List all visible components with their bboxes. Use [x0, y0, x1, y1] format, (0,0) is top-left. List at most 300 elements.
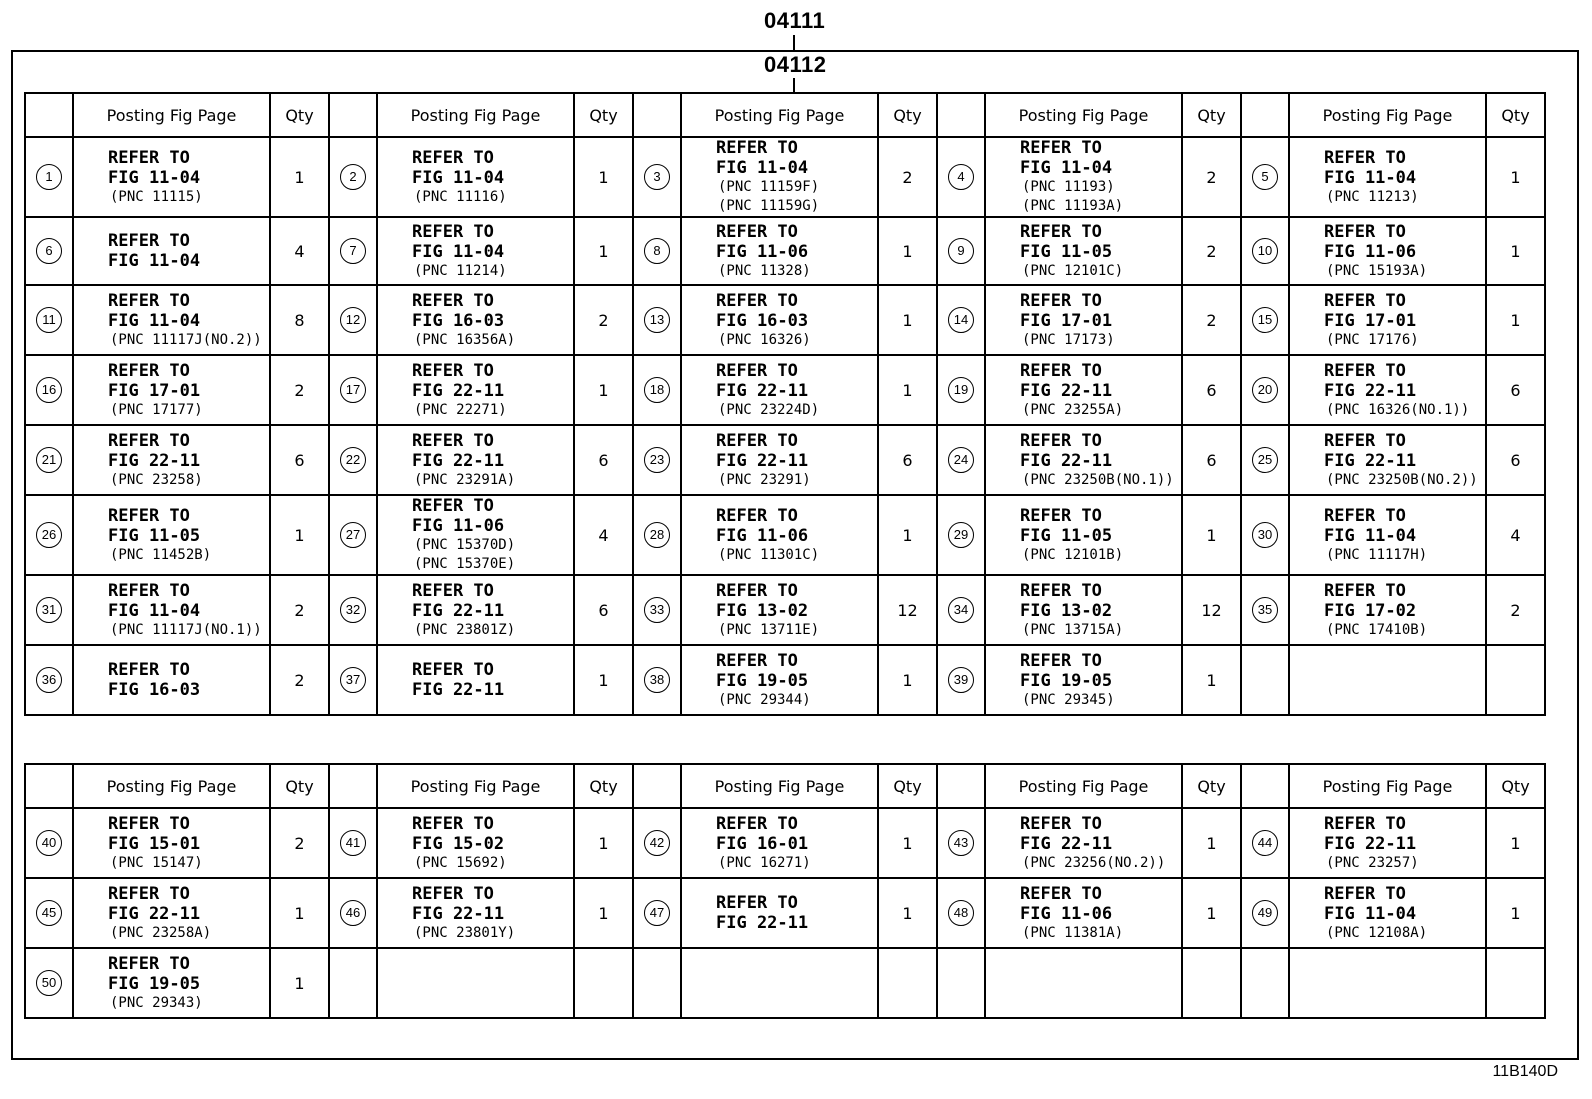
- assembly-code-inner: 04112: [764, 52, 827, 77]
- reference-cell: [681, 217, 878, 285]
- callout-cell: [329, 878, 377, 948]
- pnc-text: (PNC 11328): [718, 262, 811, 279]
- header-qty: Qty: [1486, 764, 1545, 808]
- qty-cell: 2: [1486, 575, 1545, 645]
- qty-cell: [1182, 948, 1241, 1018]
- callout-cell: [937, 575, 985, 645]
- pnc-text: (PNC 23801Y): [414, 924, 516, 941]
- callout-number-icon: 13: [644, 307, 670, 333]
- pnc-text: (PNC 16326): [718, 331, 811, 348]
- callout-cell: [633, 217, 681, 285]
- callout-number-icon: 24: [948, 447, 974, 473]
- qty-cell: 1: [574, 137, 633, 217]
- pnc-text: (PNC 11213): [1326, 188, 1419, 205]
- pnc-text: (PNC 23291A): [414, 471, 516, 488]
- table-row: [25, 137, 1545, 217]
- fig-number-text: FIG 22-11: [716, 913, 809, 933]
- qty-cell: 1: [270, 495, 329, 575]
- refer-to-text: REFER TO: [1324, 580, 1406, 601]
- reference-cell: [1289, 217, 1486, 285]
- refer-to-text: REFER TO: [108, 953, 190, 974]
- callout-cell: [25, 645, 73, 715]
- callout-number-icon: 35: [1252, 597, 1278, 623]
- refer-to-text: REFER TO: [716, 813, 798, 834]
- reference-cell: [377, 575, 574, 645]
- callout-cell: [1241, 285, 1289, 355]
- fig-number-text: FIG 11-04: [1324, 525, 1417, 546]
- qty-cell: 6: [1486, 355, 1545, 425]
- callout-cell: [329, 495, 377, 575]
- callout-number-icon: 1: [36, 164, 62, 190]
- callout-cell: [937, 425, 985, 495]
- refer-to-text: REFER TO: [108, 360, 190, 381]
- reference-cell: [377, 285, 574, 355]
- qty-cell: 1: [1486, 285, 1545, 355]
- qty-cell: 4: [1486, 495, 1545, 575]
- header-index-cell: [25, 764, 73, 808]
- fig-number-text: FIG 17-01: [1020, 310, 1113, 331]
- refer-to-text: REFER TO: [1324, 430, 1406, 451]
- callout-number-icon: 28: [644, 522, 670, 548]
- reference-cell: [1289, 495, 1486, 575]
- qty-cell: 1: [574, 878, 633, 948]
- header-fig-page: Posting Fig Page: [985, 764, 1182, 808]
- fig-number-text: FIG 11-04: [412, 167, 505, 188]
- reference-cell: [681, 575, 878, 645]
- refer-to-text: REFER TO: [108, 580, 190, 601]
- reference-cell: [985, 425, 1182, 495]
- reference-cell: [377, 425, 574, 495]
- header-index-cell: [633, 764, 681, 808]
- callout-number-icon: 46: [340, 900, 366, 926]
- qty-cell: 12: [1182, 575, 1241, 645]
- refer-to-text: REFER TO: [716, 650, 798, 671]
- pnc-text: (PNC 15692): [414, 854, 507, 871]
- reference-cell: [985, 645, 1182, 715]
- refer-to-text: REFER TO: [412, 147, 494, 168]
- callout-cell: [1241, 948, 1289, 1018]
- callout-number-icon: 23: [644, 447, 670, 473]
- qty-cell: 1: [1486, 878, 1545, 948]
- header-qty: Qty: [1486, 93, 1545, 137]
- refer-to-text: REFER TO: [412, 883, 494, 904]
- reference-cell: [73, 575, 270, 645]
- callout-number-icon: 7: [340, 238, 366, 264]
- qty-cell: 6: [1486, 425, 1545, 495]
- pnc-text: (PNC 11116): [414, 188, 507, 205]
- callout-cell: [1241, 645, 1289, 715]
- callout-number-icon: 27: [340, 522, 366, 548]
- qty-cell: 6: [270, 425, 329, 495]
- callout-number-icon: 11: [36, 307, 62, 333]
- header-index-cell: [937, 764, 985, 808]
- fig-number-text: FIG 22-11: [716, 450, 809, 471]
- reference-cell: [985, 495, 1182, 575]
- callout-cell: [329, 355, 377, 425]
- callout-cell: [937, 355, 985, 425]
- header-fig-page: Posting Fig Page: [377, 93, 574, 137]
- pnc-text: (PNC 17410B): [1326, 621, 1428, 638]
- callout-cell: [1241, 495, 1289, 575]
- header-index-cell: [25, 93, 73, 137]
- callout-cell: [1241, 137, 1289, 217]
- reference-cell: [681, 495, 878, 575]
- reference-cell: [377, 645, 574, 715]
- callout-number-icon: 36: [36, 667, 62, 693]
- header-qty: Qty: [878, 93, 937, 137]
- fig-number-text: FIG 22-11: [1324, 450, 1417, 471]
- refer-to-text: REFER TO: [108, 290, 190, 311]
- fig-number-text: FIG 16-03: [716, 310, 809, 331]
- refer-to-text: REFER TO: [716, 580, 798, 601]
- qty-cell: 2: [1182, 137, 1241, 217]
- callout-cell: [633, 948, 681, 1018]
- refer-to-text: REFER TO: [1324, 221, 1406, 242]
- pnc-text: (PNC 15370E): [414, 556, 516, 572]
- fig-number-text: FIG 11-06: [1324, 241, 1417, 262]
- reference-cell: [681, 948, 878, 1018]
- refer-to-text: REFER TO: [412, 813, 494, 834]
- qty-cell: 2: [1182, 217, 1241, 285]
- callout-cell: [633, 425, 681, 495]
- callout-cell: [25, 878, 73, 948]
- fig-number-text: FIG 11-06: [716, 241, 809, 262]
- callout-number-icon: 14: [948, 307, 974, 333]
- pnc-text: (PNC 23258A): [110, 924, 212, 941]
- pnc-text: (PNC 12101B): [1022, 546, 1124, 563]
- callout-cell: [329, 285, 377, 355]
- pnc-text: (PNC 16356A): [414, 331, 516, 348]
- fig-number-text: FIG 22-11: [716, 380, 809, 401]
- callout-cell: [937, 808, 985, 878]
- pnc-text: (PNC 11214): [414, 262, 507, 279]
- reference-cell: [985, 217, 1182, 285]
- reference-cell: [377, 878, 574, 948]
- fig-number-text: FIG 16-01: [716, 833, 809, 854]
- qty-cell: 1: [878, 355, 937, 425]
- pnc-text: (PNC 11159F): [718, 179, 820, 195]
- callout-number-icon: 31: [36, 597, 62, 623]
- refer-to-text: REFER TO: [412, 360, 494, 381]
- callout-number-icon: 33: [644, 597, 670, 623]
- reference-cell: [681, 355, 878, 425]
- reference-cell: [73, 645, 270, 715]
- qty-cell: 1: [270, 948, 329, 1018]
- header-row: [25, 93, 1545, 137]
- refer-to-text: REFER TO: [412, 221, 494, 242]
- pnc-text: (PNC 11117J(NO.2)): [110, 331, 262, 348]
- reference-cell: [73, 948, 270, 1018]
- pnc-text: (PNC 11115): [110, 188, 203, 205]
- callout-cell: [633, 808, 681, 878]
- qty-cell: 1: [1182, 808, 1241, 878]
- pnc-text: (PNC 11117H): [1326, 546, 1428, 563]
- table-row: [25, 355, 1545, 425]
- callout-cell: [329, 425, 377, 495]
- callout-cell: [937, 645, 985, 715]
- refer-to-text: REFER TO: [108, 883, 190, 904]
- callout-cell: [937, 878, 985, 948]
- callout-number-icon: 18: [644, 377, 670, 403]
- fig-number-text: FIG 16-03: [108, 680, 201, 700]
- pnc-text: (PNC 16326(NO.1)): [1326, 401, 1470, 418]
- callout-number-icon: 2: [340, 164, 366, 190]
- header-index-cell: [1241, 764, 1289, 808]
- qty-cell: 1: [878, 285, 937, 355]
- callout-number-icon: 10: [1252, 238, 1278, 264]
- callout-number-icon: 3: [644, 164, 670, 190]
- reference-cell: [1289, 645, 1486, 715]
- figure-code: 11B140D: [1492, 1063, 1558, 1080]
- qty-cell: [1486, 645, 1545, 715]
- reference-cell: [377, 495, 574, 575]
- callout-cell: [937, 217, 985, 285]
- qty-cell: 6: [878, 425, 937, 495]
- fig-number-text: FIG 11-04: [1324, 903, 1417, 924]
- pnc-text: (PNC 13715A): [1022, 621, 1124, 638]
- reference-cell: [1289, 355, 1486, 425]
- header-index-cell: [937, 93, 985, 137]
- callout-cell: [937, 948, 985, 1018]
- refer-to-text: REFER TO: [412, 496, 494, 516]
- callout-cell: [329, 948, 377, 1018]
- refer-to-text: REFER TO: [1020, 813, 1102, 834]
- callout-number-icon: 30: [1252, 522, 1278, 548]
- fig-number-text: FIG 19-05: [108, 973, 201, 994]
- callout-cell: [1241, 575, 1289, 645]
- reference-cell: [377, 808, 574, 878]
- header-index-cell: [633, 93, 681, 137]
- pnc-text: (PNC 29344): [718, 691, 811, 708]
- reference-cell: [73, 137, 270, 217]
- callout-number-icon: 25: [1252, 447, 1278, 473]
- fig-number-text: FIG 22-11: [1020, 833, 1113, 854]
- refer-to-text: REFER TO: [108, 813, 190, 834]
- refer-to-text: REFER TO: [716, 893, 798, 913]
- callout-number-icon: 43: [948, 830, 974, 856]
- refer-to-text: REFER TO: [1020, 360, 1102, 381]
- header-fig-page: Posting Fig Page: [377, 764, 574, 808]
- table-row: [25, 575, 1545, 645]
- fig-number-text: FIG 22-11: [412, 450, 505, 471]
- pnc-text: (PNC 23258): [110, 471, 203, 488]
- callout-number-icon: 5: [1252, 164, 1278, 190]
- qty-cell: [878, 948, 937, 1018]
- fig-number-text: FIG 11-04: [412, 241, 505, 262]
- reference-cell: [377, 948, 574, 1018]
- callout-number-icon: 44: [1252, 830, 1278, 856]
- reference-cell: [985, 948, 1182, 1018]
- qty-cell: 1: [1182, 878, 1241, 948]
- pnc-text: (PNC 12101C): [1022, 262, 1124, 279]
- qty-cell: 1: [1486, 217, 1545, 285]
- callout-number-icon: 21: [36, 447, 62, 473]
- fig-number-text: FIG 11-04: [1020, 158, 1113, 178]
- pnc-text: (PNC 17177): [110, 401, 203, 418]
- posting-table-upper: [24, 92, 1546, 716]
- header-qty: Qty: [574, 764, 633, 808]
- pnc-text: (PNC 11301C): [718, 546, 820, 563]
- callout-cell: [937, 285, 985, 355]
- header-qty: Qty: [574, 93, 633, 137]
- fig-number-text: FIG 11-04: [108, 310, 201, 331]
- pnc-text: (PNC 15193A): [1326, 262, 1428, 279]
- callout-cell: [25, 355, 73, 425]
- header-qty: Qty: [1182, 764, 1241, 808]
- callout-cell: [329, 808, 377, 878]
- refer-to-text: REFER TO: [716, 138, 798, 158]
- callout-number-icon: 8: [644, 238, 670, 264]
- qty-cell: 6: [1182, 425, 1241, 495]
- qty-cell: 1: [1486, 137, 1545, 217]
- qty-cell: 1: [878, 217, 937, 285]
- leader-line: [793, 35, 795, 51]
- table-row: [25, 645, 1545, 715]
- reference-cell: [985, 285, 1182, 355]
- reference-cell: [73, 425, 270, 495]
- qty-cell: 2: [878, 137, 937, 217]
- qty-cell: 4: [270, 217, 329, 285]
- callout-number-icon: 37: [340, 667, 366, 693]
- pnc-text: (PNC 15147): [110, 854, 203, 871]
- reference-cell: [985, 878, 1182, 948]
- reference-cell: [1289, 137, 1486, 217]
- qty-cell: 8: [270, 285, 329, 355]
- header-row: [25, 764, 1545, 808]
- qty-cell: [1486, 948, 1545, 1018]
- qty-cell: 1: [1486, 808, 1545, 878]
- callout-cell: [25, 217, 73, 285]
- reference-cell: [73, 355, 270, 425]
- qty-cell: 1: [574, 217, 633, 285]
- fig-number-text: FIG 11-04: [108, 251, 201, 271]
- pnc-text: (PNC 11452B): [110, 546, 212, 563]
- header-index-cell: [1241, 93, 1289, 137]
- fig-number-text: FIG 11-05: [108, 525, 201, 546]
- table-row: [25, 808, 1545, 878]
- reference-cell: [985, 355, 1182, 425]
- pnc-text: (PNC 17173): [1022, 331, 1115, 348]
- callout-cell: [1241, 425, 1289, 495]
- fig-number-text: FIG 11-06: [1020, 903, 1113, 924]
- callout-number-icon: 15: [1252, 307, 1278, 333]
- refer-to-text: REFER TO: [1324, 505, 1406, 526]
- refer-to-text: REFER TO: [1324, 147, 1406, 168]
- callout-cell: [633, 575, 681, 645]
- header-fig-page: Posting Fig Page: [681, 93, 878, 137]
- header-fig-page: Posting Fig Page: [73, 764, 270, 808]
- pnc-text: (PNC 11193): [1022, 179, 1115, 195]
- assembly-code-outer: 04111: [764, 8, 826, 33]
- callout-number-icon: 41: [340, 830, 366, 856]
- fig-number-text: FIG 11-04: [108, 167, 201, 188]
- fig-number-text: FIG 22-11: [412, 380, 505, 401]
- fig-number-text: FIG 11-06: [412, 516, 505, 536]
- qty-cell: 1: [878, 645, 937, 715]
- reference-cell: [377, 355, 574, 425]
- qty-cell: 6: [1182, 355, 1241, 425]
- callout-cell: [633, 645, 681, 715]
- callout-cell: [937, 137, 985, 217]
- callout-cell: [633, 137, 681, 217]
- refer-to-text: REFER TO: [716, 430, 798, 451]
- reference-cell: [1289, 575, 1486, 645]
- pnc-text: (PNC 11117J(NO.1)): [110, 621, 262, 638]
- refer-to-text: REFER TO: [1020, 221, 1102, 242]
- reference-cell: [681, 137, 878, 217]
- table-row: [25, 217, 1545, 285]
- qty-cell: 1: [878, 808, 937, 878]
- refer-to-text: REFER TO: [108, 147, 190, 168]
- callout-cell: [25, 285, 73, 355]
- pnc-text: (PNC 23250B(NO.2)): [1326, 471, 1478, 488]
- pnc-text: (PNC 13711E): [718, 621, 820, 638]
- fig-number-text: FIG 22-11: [412, 903, 505, 924]
- header-qty: Qty: [270, 93, 329, 137]
- refer-to-text: REFER TO: [1324, 290, 1406, 311]
- reference-cell: [1289, 425, 1486, 495]
- pnc-text: (PNC 23256(NO.2)): [1022, 854, 1166, 871]
- fig-number-text: FIG 22-11: [1020, 450, 1113, 471]
- qty-cell: 1: [574, 645, 633, 715]
- reference-cell: [73, 285, 270, 355]
- callout-number-icon: 12: [340, 307, 366, 333]
- header-qty: Qty: [878, 764, 937, 808]
- table-row: [25, 495, 1545, 575]
- reference-cell: [73, 217, 270, 285]
- callout-cell: [937, 495, 985, 575]
- callout-cell: [1241, 878, 1289, 948]
- refer-to-text: REFER TO: [1020, 650, 1102, 671]
- fig-number-text: FIG 22-11: [412, 680, 505, 700]
- qty-cell: 2: [270, 355, 329, 425]
- refer-to-text: REFER TO: [412, 290, 494, 311]
- reference-cell: [377, 137, 574, 217]
- reference-cell: [681, 645, 878, 715]
- callout-cell: [25, 495, 73, 575]
- reference-cell: [1289, 285, 1486, 355]
- callout-cell: [1241, 355, 1289, 425]
- qty-cell: 1: [270, 137, 329, 217]
- reference-cell: [985, 808, 1182, 878]
- pnc-text: (PNC 23224D): [718, 401, 820, 418]
- callout-number-icon: 45: [36, 900, 62, 926]
- fig-number-text: FIG 11-06: [716, 525, 809, 546]
- callout-number-icon: 22: [340, 447, 366, 473]
- pnc-text: (PNC 23801Z): [414, 621, 516, 638]
- callout-cell: [25, 948, 73, 1018]
- fig-number-text: FIG 19-05: [716, 670, 809, 691]
- header-fig-page: Posting Fig Page: [1289, 764, 1486, 808]
- header-fig-page: Posting Fig Page: [681, 764, 878, 808]
- refer-to-text: REFER TO: [716, 505, 798, 526]
- qty-cell: 1: [574, 808, 633, 878]
- qty-cell: 2: [270, 645, 329, 715]
- refer-to-text: REFER TO: [1324, 883, 1406, 904]
- callout-number-icon: 29: [948, 522, 974, 548]
- table-row: [25, 285, 1545, 355]
- refer-to-text: REFER TO: [716, 290, 798, 311]
- refer-to-text: REFER TO: [108, 660, 190, 680]
- callout-number-icon: 32: [340, 597, 366, 623]
- pnc-text: (PNC 22271): [414, 401, 507, 418]
- callout-cell: [329, 137, 377, 217]
- callout-number-icon: 39: [948, 667, 974, 693]
- callout-cell: [25, 575, 73, 645]
- refer-to-text: REFER TO: [1020, 505, 1102, 526]
- fig-number-text: FIG 13-02: [1020, 600, 1113, 621]
- refer-to-text: REFER TO: [1324, 360, 1406, 381]
